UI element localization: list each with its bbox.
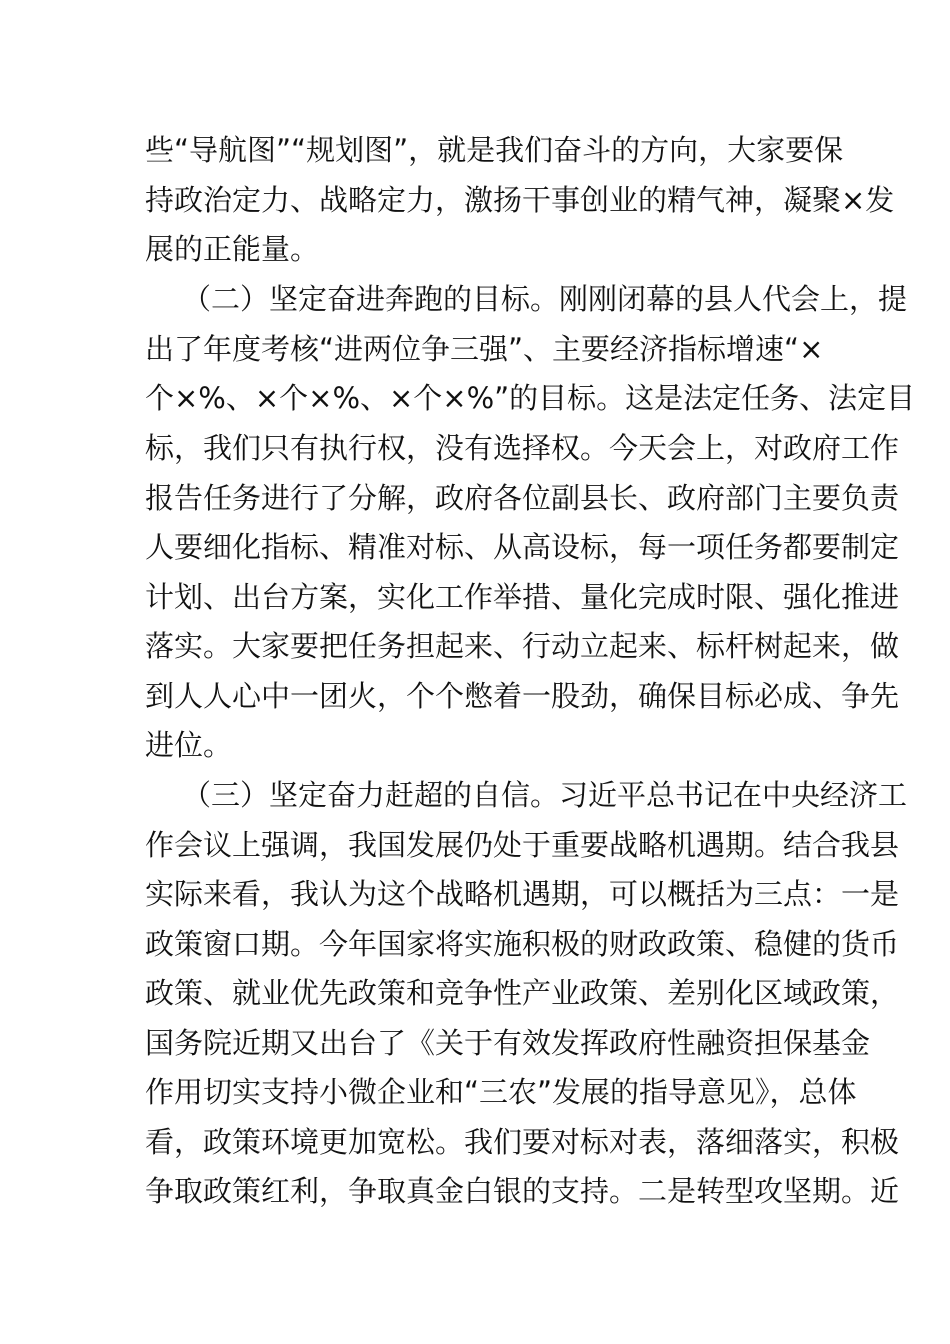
text-line: 政策、就业优先政策和竞争性产业政策、差别化区域政策， [145,976,900,1010]
text-line: 看，政策环境更加宽松。我们要对标对表，落细落实，积极 [145,1125,900,1159]
text-line: 报告任务进行了分解，政府各位副县长、政府部门主要负责 [145,481,900,515]
text-line: 个×%、×个×%、×个×%”的目标。这是法定任务、法定目 [145,381,916,415]
text-line: 标，我们只有执行权，没有选择权。今天会上，对政府工作 [145,431,900,465]
text-line: 落实。大家要把任务担起来、行动立起来、标杆树起来，做 [145,629,900,663]
text-line: 进位。 [145,728,233,762]
text-line: 持政治定力、战略定力，激扬干事创业的精气神，凝聚×发 [145,183,895,217]
section-heading-line: （三）坚定奋力赶超的自信。习近平总书记在中央经济工 [182,778,908,812]
text-line: 作会议上强调，我国发展仍处于重要战略机遇期。结合我县 [145,828,900,862]
text-line: 实际来看，我认为这个战略机遇期，可以概括为三点：一是 [145,877,900,911]
text-line: 展的正能量。 [145,232,320,266]
text-line: 人要细化指标、精准对标、从高设标，每一项任务都要制定 [145,530,900,564]
text-line: 出了年度考核“进两位争三强”、主要经济指标增速“× [145,332,824,366]
text-line: 作用切实支持小微企业和“三农”发展的指导意见》，总体 [145,1075,857,1109]
text-line: 争取政策红利，争取真金白银的支持。二是转型攻坚期。近 [145,1174,900,1208]
section-heading-line: （二）坚定奋进奔跑的目标。刚刚闭幕的县人代会上，提 [182,282,908,316]
text-line: 计划、出台方案，实化工作举措、量化完成时限、强化推进 [145,580,900,614]
text-line: 到人人心中一团火，个个憋着一股劲，确保目标必成、争先 [145,679,900,713]
text-line: 些“导航图”“规划图”，就是我们奋斗的方向，大家要保 [145,133,844,167]
text-line: 国务院近期又出台了《关于有效发挥政府性融资担保基金 [145,1026,871,1060]
text-line: 政策窗口期。今年国家将实施积极的财政政策、稳健的货币 [145,927,900,961]
